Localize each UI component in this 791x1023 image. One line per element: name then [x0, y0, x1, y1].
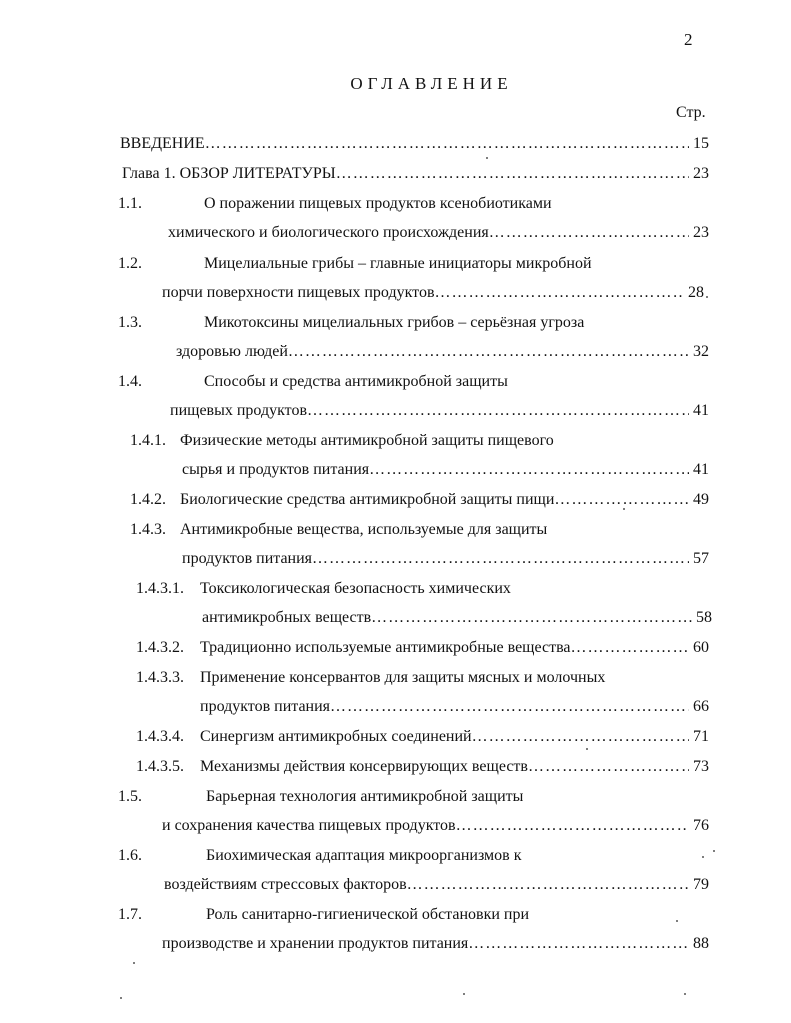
- toc-entry-number: 1.4.: [118, 373, 142, 390]
- toc-entry-1-6-line1[interactable]: [118, 845, 718, 867]
- toc-entry-1-4-3-2[interactable]: [136, 637, 709, 659]
- toc-entry-text: Способы и средства антимикробной защиты: [204, 373, 508, 390]
- toc-entry-intro[interactable]: [120, 133, 709, 155]
- toc-entry-number: 1.4.3.: [130, 521, 166, 538]
- toc-entry-text: сырья и продуктов питания: [182, 461, 370, 478]
- scan-speck: [486, 157, 488, 159]
- toc-entry-page: 41: [693, 461, 709, 478]
- scan-speck: [120, 997, 122, 999]
- toc-entry-page: 76: [693, 817, 709, 834]
- toc-entry-number: 1.1.: [118, 195, 142, 212]
- toc-entry-page: 58: [696, 609, 712, 626]
- toc-entry-text: воздействиям стрессовых факторов: [164, 876, 407, 893]
- scan-speck: [586, 748, 588, 750]
- toc-entry-1-4-1-line2[interactable]: [182, 459, 709, 481]
- toc-entry-text: и сохранения качества пищевых продуктов: [162, 817, 456, 834]
- toc-entry-1-3-line1[interactable]: [118, 312, 718, 334]
- toc-entry-1-7-line2[interactable]: [162, 933, 709, 955]
- toc-entry-number: 1.4.3.1.: [136, 580, 184, 597]
- toc-entry-1-4-3-5[interactable]: [136, 756, 709, 778]
- toc-entry-1-2-line2[interactable]: [162, 282, 704, 304]
- toc-entry-text: пищевых продуктов: [170, 402, 307, 419]
- toc-entry-text: химического и биологического происхождения: [168, 224, 489, 241]
- toc-entry-1-1-line1[interactable]: [118, 193, 718, 215]
- scan-speck: [463, 993, 465, 995]
- toc-entry-1-4-1-line1[interactable]: [130, 430, 720, 452]
- toc-entry-text: ВВЕДЕНИЕ: [120, 135, 205, 152]
- toc-entry-text: здоровью людей: [176, 343, 288, 360]
- toc-entry-1-4-3-3-line2[interactable]: [200, 696, 709, 718]
- toc-entry-1-7-line1[interactable]: [118, 904, 718, 926]
- toc-entry-number: 1.2.: [118, 255, 142, 272]
- toc-entry-page: 60: [693, 639, 709, 656]
- toc-entry-page: 88: [693, 935, 709, 952]
- toc-entry-page: 57: [693, 550, 709, 567]
- toc-entry-page: 73: [693, 758, 709, 775]
- toc-entry-1-5-line2[interactable]: [162, 815, 709, 837]
- toc-entry-1-4-3-line1[interactable]: [130, 519, 720, 541]
- toc-entry-text: Барьерная технология антимикробной защиты: [206, 788, 524, 805]
- toc-entry-text: Применение консервантов для защиты мясных и молочных: [200, 669, 606, 686]
- toc-entry-number: 1.4.1.: [130, 432, 166, 449]
- toc-title: ОГЛАВЛЕНИЕ: [350, 74, 513, 93]
- toc-entry-1-4-3-1-line2[interactable]: [202, 607, 712, 629]
- toc-entry-1-4-3-3-line1[interactable]: [136, 667, 736, 689]
- toc-entry-text: антимикробных веществ: [202, 609, 372, 626]
- scan-speck: [676, 920, 678, 922]
- toc-entry-chapter-1[interactable]: [122, 163, 709, 185]
- scan-speck: [713, 850, 715, 852]
- toc-entry-number: 1.7.: [118, 906, 142, 923]
- toc-entry-number: 1.6.: [118, 847, 142, 864]
- toc-entry-text: Глава 1. ОБЗОР ЛИТЕРАТУРЫ: [122, 165, 336, 182]
- toc-entry-1-1-line2[interactable]: [168, 222, 709, 244]
- toc-entry-text: Физические методы антимикробной защиты пищевого: [180, 432, 554, 449]
- scan-speck: [706, 296, 708, 298]
- toc-entry-page: 49: [693, 491, 709, 508]
- toc-entry-text: Механизмы действия консервирующих веществ: [200, 758, 528, 775]
- toc-entry-1-4-3-4[interactable]: [136, 726, 709, 748]
- toc-entry-number: 1.3.: [118, 314, 142, 331]
- scan-speck: [684, 993, 686, 995]
- page-number: 2: [684, 30, 693, 49]
- toc-entry-page: 23: [693, 165, 709, 182]
- toc-entry-text: порчи поверхности пищевых продуктов: [162, 284, 435, 301]
- toc-entry-text: производстве и хранении продуктов питания: [162, 935, 469, 952]
- scan-speck: [623, 508, 625, 510]
- toc-entry-1-2-line1[interactable]: [118, 253, 718, 275]
- toc-entry-1-4-line2[interactable]: [170, 400, 709, 422]
- toc-entry-text: Микотоксины мицелиальных грибов – серьёзная угроза: [204, 314, 585, 331]
- toc-entry-1-4-3-1-line1[interactable]: [136, 578, 726, 600]
- toc-entry-number: 1.4.3.5.: [136, 758, 184, 775]
- toc-entry-page: 28: [688, 284, 704, 301]
- toc-entry-text: Токсикологическая безопасность химических: [200, 580, 511, 597]
- toc-entry-1-3-line2[interactable]: [176, 341, 709, 363]
- toc-entry-1-4-3-line2[interactable]: [182, 548, 709, 570]
- page-column-label: Стр.: [676, 104, 706, 121]
- toc-entry-number: 1.4.3.2.: [136, 639, 184, 656]
- toc-entry-text: Антимикробные вещества, используемые для защиты: [180, 521, 548, 538]
- scan-speck: [133, 962, 135, 964]
- toc-entry-1-6-line2[interactable]: [164, 874, 709, 896]
- toc-entry-text: О поражении пищевых продуктов ксенобиотиками: [204, 195, 552, 212]
- toc-entry-text: Традиционно используемые антимикробные вещества: [200, 639, 571, 656]
- toc-entry-page: 79: [693, 876, 709, 893]
- toc-entry-page: 66: [693, 698, 709, 715]
- toc-entry-number: 1.4.3.4.: [136, 728, 184, 745]
- toc-entry-page: 23: [693, 224, 709, 241]
- toc-entry-number: 1.4.3.3.: [136, 669, 184, 686]
- toc-entry-number: 1.5.: [118, 788, 142, 805]
- toc-entry-page: 71: [693, 728, 709, 745]
- toc-entry-text: Мицелиальные грибы – главные инициаторы микробной: [204, 255, 592, 272]
- toc-entry-page: 41: [693, 402, 709, 419]
- toc-entry-text: Синергизм антимикробных соединений: [200, 728, 472, 745]
- toc-entry-page: 15: [693, 135, 709, 152]
- toc-entry-text: продуктов питания: [200, 698, 331, 715]
- toc-entry-page: 32: [693, 343, 709, 360]
- toc-entry-1-4-line1[interactable]: [118, 371, 718, 393]
- toc-entry-text: Биологические средства антимикробной защиты пищи: [180, 491, 555, 508]
- toc-entry-number: 1.4.2.: [130, 491, 166, 508]
- toc-entry-text: Биохимическая адаптация микроорганизмов к: [206, 847, 522, 864]
- scan-speck: [702, 856, 704, 858]
- toc-entry-text: Роль санитарно-гигиенической обстановки при: [206, 906, 530, 923]
- toc-entry-1-5-line1[interactable]: [118, 786, 718, 808]
- toc-entry-text: продуктов питания: [182, 550, 313, 567]
